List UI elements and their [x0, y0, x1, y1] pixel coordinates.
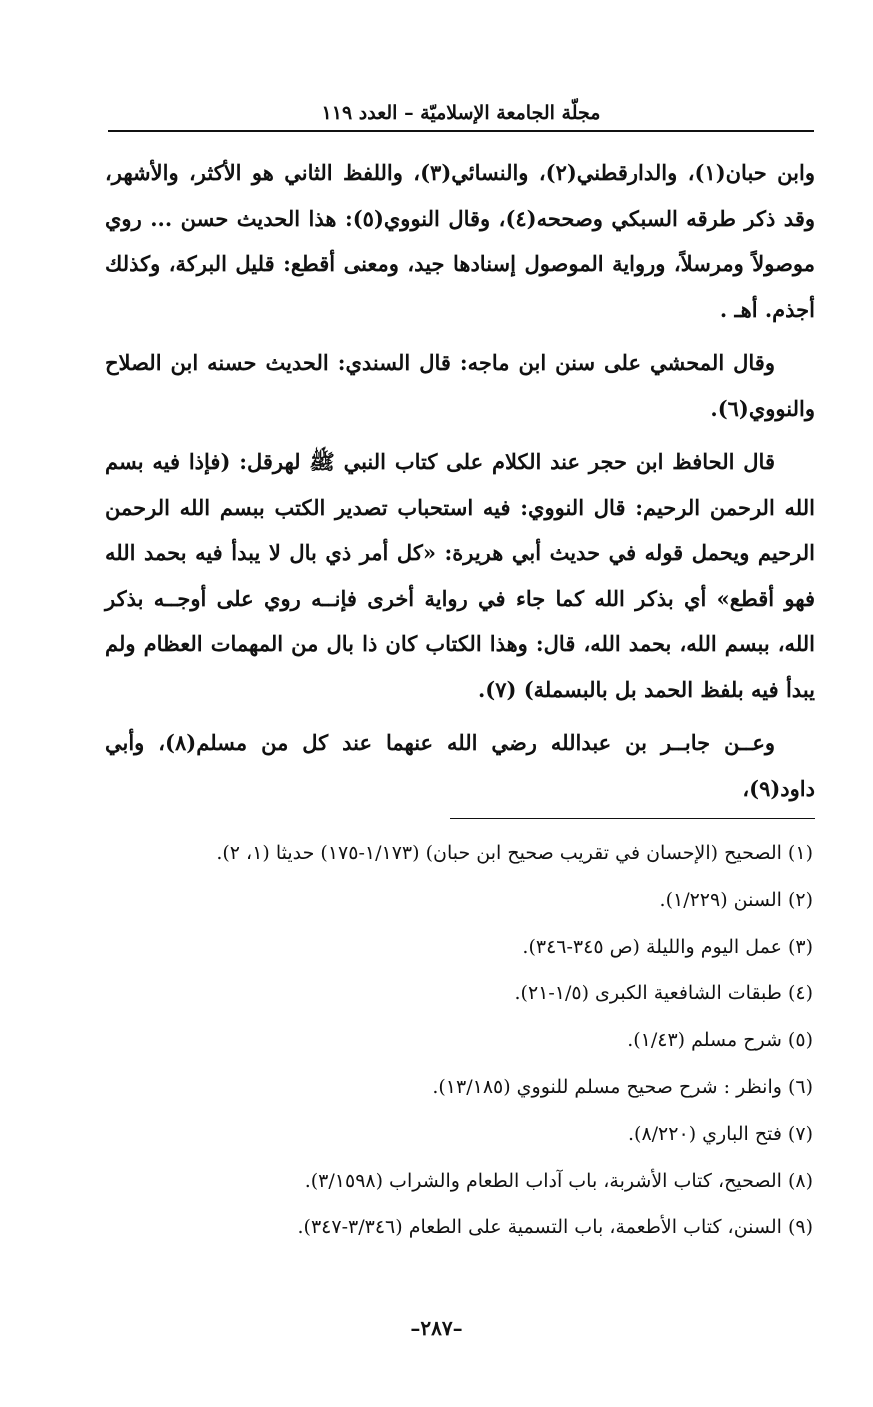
- main-text: [105, 150, 815, 811]
- footnote-item: (٢) السنن (١/٢٢٩).: [659, 888, 813, 911]
- footnote-item: (٦) وانظر : شرح صحيح مسلم للنووي (١٣/١٨٥).: [432, 1075, 813, 1098]
- footnote-item: (٣) عمل اليوم والليلة (ص ٣٤٥-٣٤٦).: [522, 935, 813, 958]
- running-header: مجلّة الجامعة الإسلاميّة – العدد ١١٩: [321, 102, 601, 124]
- footnote-item: (٩) السنن، كتاب الأطعمة، باب التسمية على الطعام (٣/٣٤٦-٣٤٧).: [297, 1216, 813, 1239]
- footnote-divider: [450, 818, 815, 819]
- header-divider: [108, 130, 814, 132]
- footnote-item: (٨) الصحيح، كتاب الأشربة، باب آداب الطعام والشراب (٣/١٥٩٨).: [304, 1169, 813, 1192]
- footnote-item: (٧) فتح الباري (٨/٢٢٠).: [628, 1122, 813, 1145]
- footnote-item: (١) الصحيح (الإحسان في تقريب صحيح ابن حبان) (١/١٧٣-١٧٥) حديثا (١، ٢).: [216, 842, 813, 864]
- paragraph: وعــن جابــر بن عبدالله رضي الله عنهما عند كل من مسلم(٨)، وأبي داود(٩)،: [105, 730, 815, 801]
- footnote-item: (٤) طبقات الشافعية الكبرى (١/٥-٢١).: [514, 982, 813, 1005]
- footnote-item: (٥) شرح مسلم (١/٤٣).: [627, 1029, 813, 1052]
- paragraph: وقال المحشي على سنن ابن ماجه: قال السندي: الحديث حسنه ابن الصلاح والنووي(٦).: [105, 350, 815, 421]
- paragraph: وابن حبان(١)، والدارقطني(٢)، والنسائي(٣)، واللفظ الثاني هو الأكثر، والأشهر، وقد ذكر طرقه السبكي وصححه(٤)، وقال النووي(٥): هذا الحديث حسن ... روي موصولاً ومرسلاً، ورواية الموصول إسنادها جيد، ومعنى أقطع: قليل البركة، وكذلك أجذم. أهـ .: [105, 160, 816, 322]
- paragraph: قال الحافظ ابن حجر عند الكلام على كتاب النبي ﷺ لهرقل: (فإذا فيه بسم الله الرحمن الرحيم: قال النووي: فيه استحباب تصدير الكتب ببسم الله الرحمن الرحيم ويحمل قوله في حديث أبي هريرة: «كل أمر ذي بال لا يبدأ فيه بحمد الله فهو أقطع» أي بذكر الله كما جاء في رواية أخرى فإنــه روي على أوجــه بذكر الله، ببسم الله، بحمد الله، قال: وهذا الكتاب كان ذا بال من المهمات العظام ولم يبدأ فيه بلفظ الحمد بل بالبسملة) (٧).: [105, 449, 816, 702]
- page-number: –٢٨٧–: [410, 1316, 463, 1340]
- footnotes-list: [105, 838, 813, 1259]
